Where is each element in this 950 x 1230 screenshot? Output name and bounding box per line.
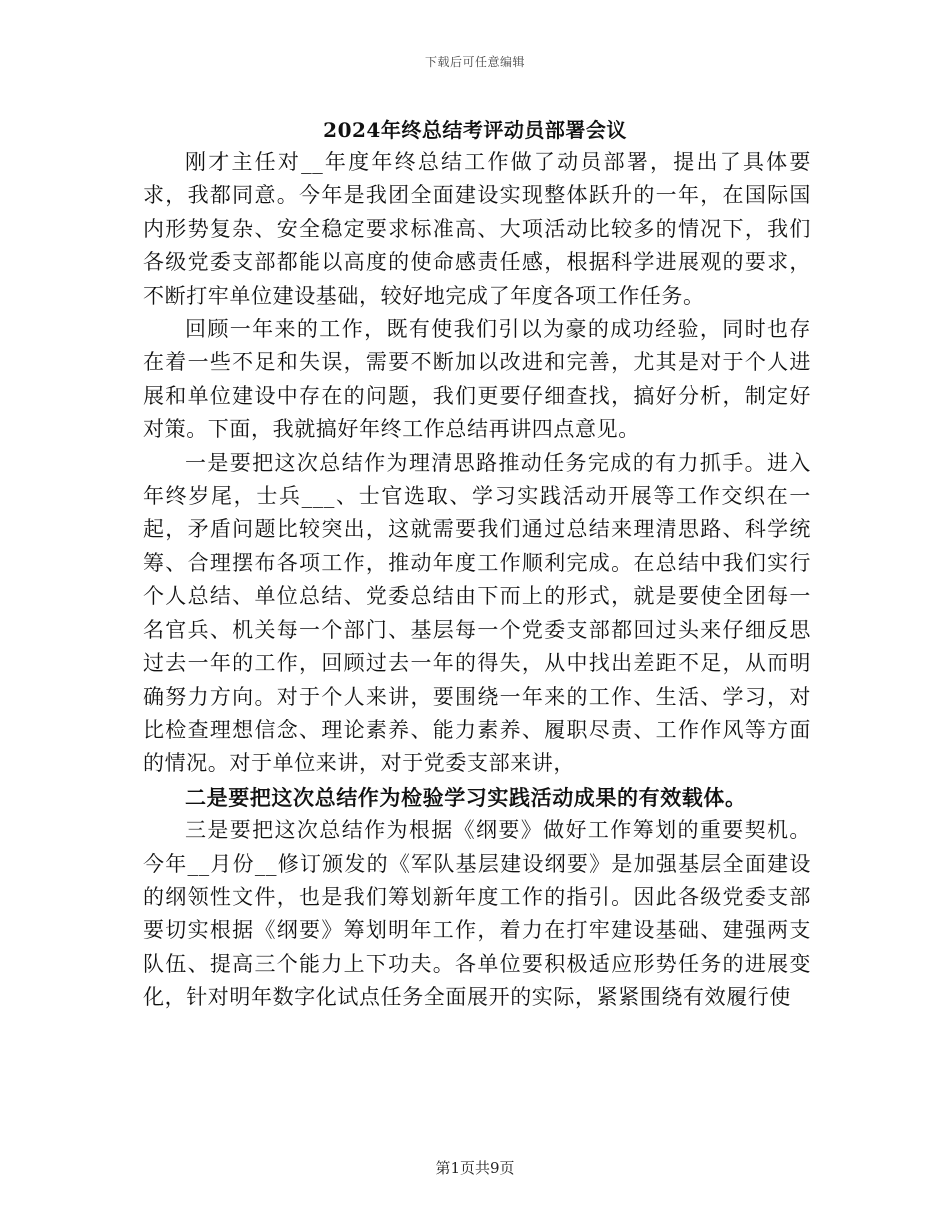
paragraph-5: 三是要把这次总结作为根据《纲要》做好工作筹划的重要契机。今年__月份__修订颁发的《军队基层建设纲要》是加强基层全面建设的纲领性文件，也是我们筹划新年度工作的指引。因此各级党委支部要切实根据《纲要》筹划明年工作，着力在打牢建设基础、建强两支队伍、提高三个能力上下功夫。各单位要积极适应形势任务的进展变化，针对明年数字化试点任务全面展开的实际，紧紧围绕有效履行使 [143,818,811,1010]
paragraph-4-heading: 二是要把这次总结作为检验学习实践活动成果的有效载体。 [185,784,747,810]
paragraph-1: 刚才主任对__年度年终总结工作做了动员部署，提出了具体要求，我都同意。今年是我团全面建设实现整体跃升的一年，在国际国内形势复杂、安全稳定要求标准高、大项活动比较多的情况下，我们各级党委支部都能以高度的使命感责任感，根据科学进展观的要求，不断打牢单位建设基础，较好地完成了年度各项工作任务。 [143,150,811,308]
paragraph-2: 回顾一年来的工作，既有使我们引以为豪的成功经验，同时也存在着一些不足和失误，需要不断加以改进和完善，尤其是对于个人进展和单位建设中存在的问题，我们更要仔细查找，搞好分析，制定好对策。下面，我就搞好年终工作总结再讲四点意见。 [143,317,811,442]
paragraph-3: 一是要把这次总结作为理清思路推动任务完成的有力抓手。进入年终岁尾，士兵___、士官选取、学习实践活动开展等工作交织在一起，矛盾问题比较突出，这就需要我们通过总结来理清思路、科学统筹、合理摆布各项工作，推动年度工作顺利完成。在总结中我们实行个人总结、单位总结、党委总结由下而上的形式，就是要使全团每一名官兵、机关每一个部门、基层每一个党委支部都回过头来仔细反思过去一年的工作，回顾过去一年的得失，从中找出差距不足，从而明确努力方向。对于个人来讲，要围绕一年来的工作、生活、学习，对比检查理想信念、理论素养、能力素养、履职尽责、工作作风等方面的情况。对于单位来讲，对于党委支部来讲， [143,450,811,776]
document-body [143,146,811,1015]
header-note: 下载后可任意编辑 [424,55,525,69]
document-title: 2024年终总结考评动员部署会议 [323,118,627,142]
page-number: 第1页共9页 [435,1159,515,1177]
